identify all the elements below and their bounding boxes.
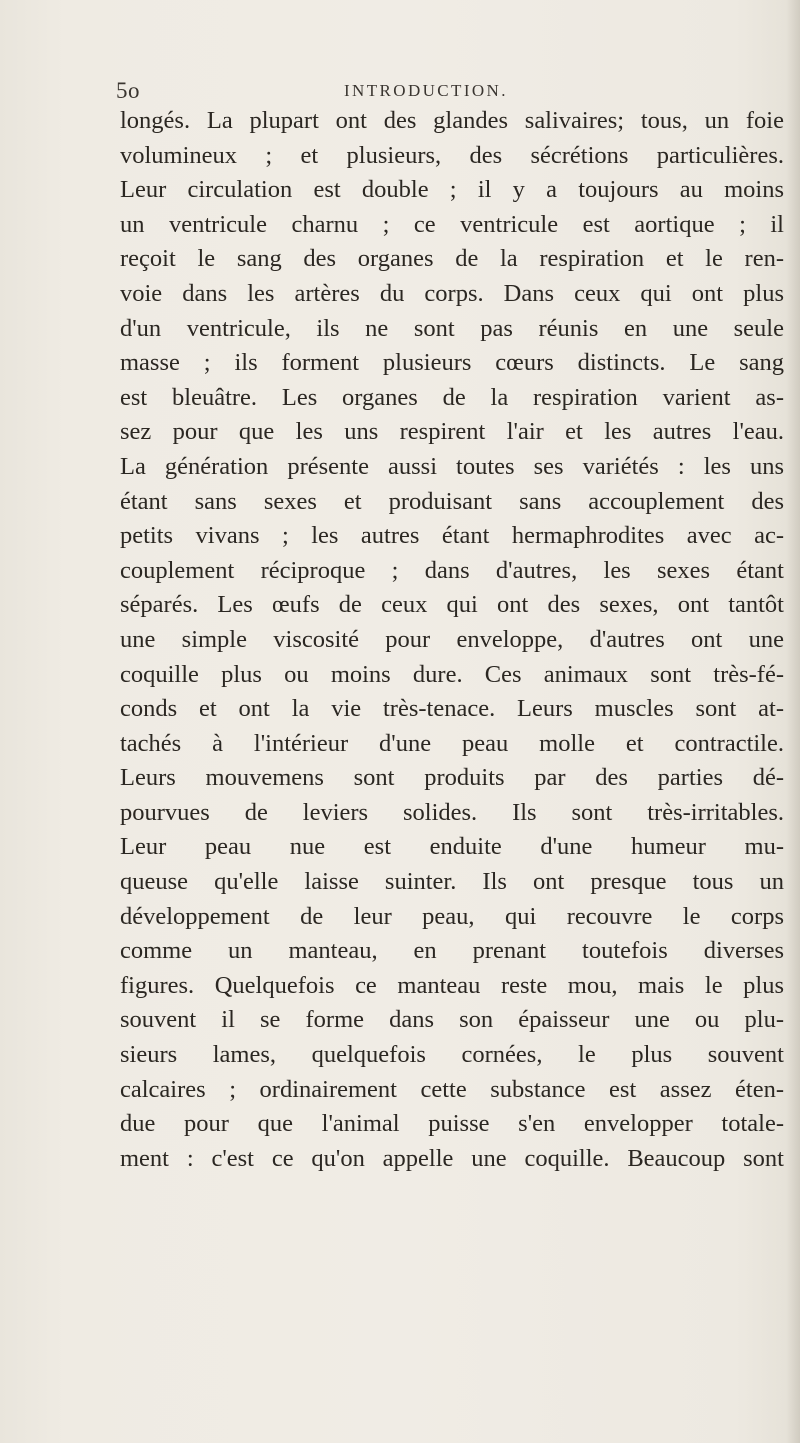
- text-line: Leurs mouvemens sont produits par des parties dé-: [120, 764, 784, 792]
- text-line: sez pour que les uns respirent l'air et les autres l'eau.: [120, 418, 784, 446]
- text-line: queuse qu'elle laisse suinter. Ils ont presque tous un: [120, 868, 784, 896]
- text-line: petits vivans ; les autres étant hermaphrodites avec ac-: [120, 522, 784, 550]
- page-edge-shadow: [786, 0, 800, 1443]
- text-line: est bleuâtre. Les organes de la respiration varient as-: [120, 383, 784, 411]
- text-line: étant sans sexes et produisant sans accouplement des: [120, 487, 784, 515]
- text-line: développement de leur peau, qui recouvre le corps: [120, 902, 784, 930]
- text-line: tachés à l'intérieur d'une peau molle et contractile.: [120, 729, 784, 757]
- text-line: Leur peau nue est enduite d'une humeur mu-: [120, 833, 784, 861]
- text-line: reçoit le sang des organes de la respiration et le ren-: [120, 245, 784, 273]
- text-line: coquille plus ou moins dure. Ces animaux sont très-fé-: [120, 660, 784, 688]
- page-number: 5o: [116, 78, 140, 103]
- text-line: séparés. Les œufs de ceux qui ont des sexes, ont tantôt: [120, 591, 784, 619]
- text-line: sieurs lames, quelquefois cornées, le plus souvent: [120, 1041, 784, 1069]
- text-line: figures. Quelquefois ce manteau reste mou, mais le plus: [120, 971, 784, 999]
- text-line: conds et ont la vie très-tenace. Leurs muscles sont at-: [120, 695, 784, 723]
- text-line: calcaires ; ordinairement cette substance est assez éten-: [120, 1075, 784, 1103]
- text-line: comme un manteau, en prenant toutefois diverses: [120, 937, 784, 965]
- running-title: INTRODUCTION.: [344, 81, 508, 100]
- text-line: voie dans les artères du corps. Dans ceux qui ont plus: [120, 279, 784, 307]
- text-line: Leur circulation est double ; il y a toujours au moins: [120, 176, 784, 204]
- body-text: [120, 104, 784, 1176]
- text-line: due pour que l'animal puisse s'en envelopper totale-: [120, 1110, 784, 1138]
- text-line: d'un ventricule, ils ne sont pas réunis en une seule: [120, 314, 784, 342]
- text-line: La génération présente aussi toutes ses variétés : les uns: [120, 452, 784, 480]
- text-line: ment : c'est ce qu'on appelle une coquille. Beaucoup sont: [120, 1144, 784, 1172]
- text-line: volumineux ; et plusieurs, des sécrétions particulières.: [120, 141, 784, 169]
- text-line: masse ; ils forment plusieurs cœurs distincts. Le sang: [120, 349, 784, 377]
- text-line: pourvues de leviers solides. Ils sont très-irritables.: [120, 798, 784, 826]
- text-line: une simple viscosité pour enveloppe, d'autres ont une: [120, 625, 784, 653]
- text-line: couplement réciproque ; dans d'autres, les sexes étant: [120, 556, 784, 584]
- text-line: longés. La plupart ont des glandes salivaires; tous, un foie: [120, 107, 784, 134]
- text-line: un ventricule charnu ; ce ventricule est aortique ; il: [120, 210, 784, 238]
- text-line: souvent il se forme dans son épaisseur une ou plu-: [120, 1006, 784, 1034]
